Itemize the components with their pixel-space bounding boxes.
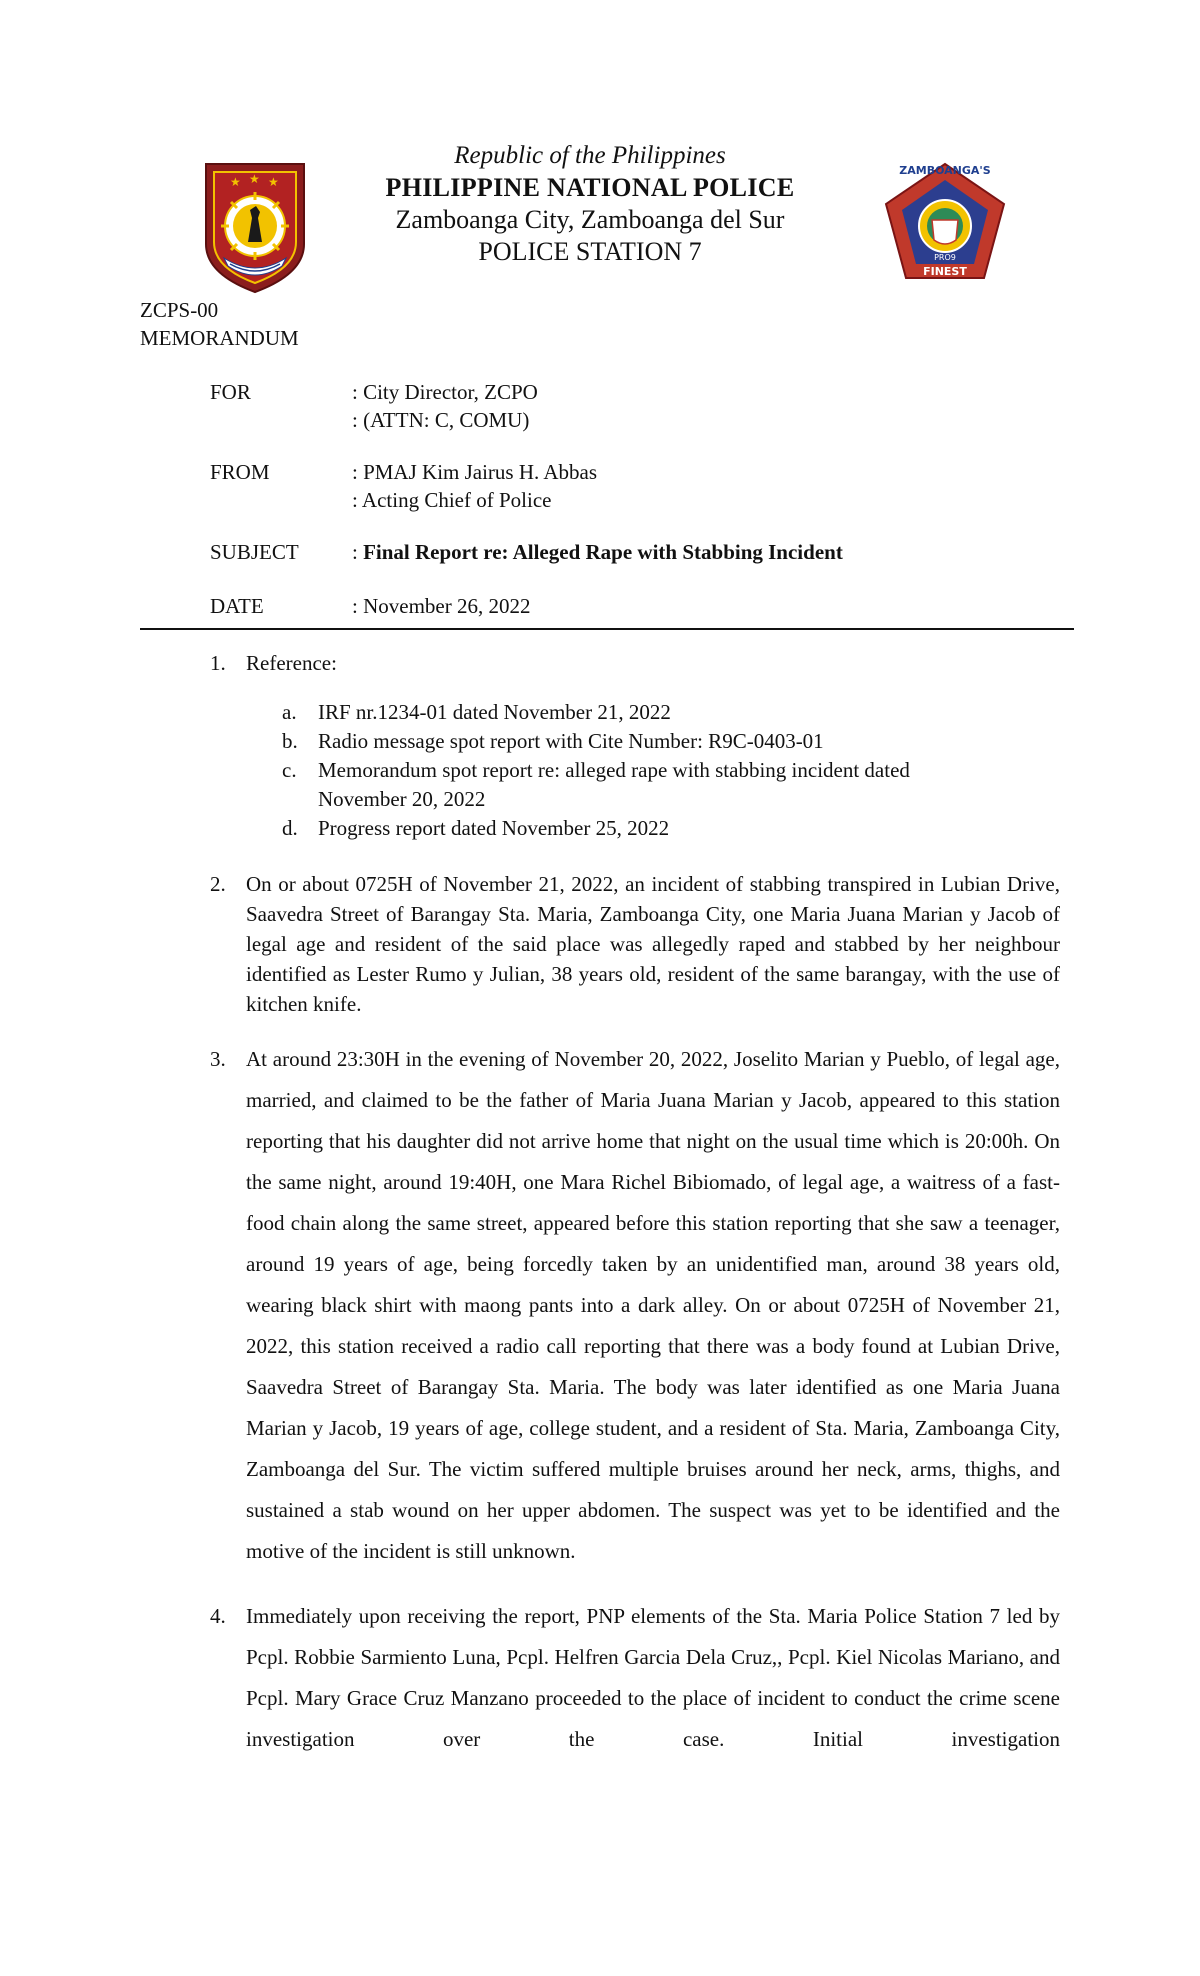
from-row (210, 458, 1070, 514)
date-value: : November 26, 2022 (352, 594, 531, 618)
svg-text:★: ★ (230, 175, 241, 189)
memo-type: MEMORANDUM (140, 326, 299, 350)
paragraph-number: 3. (210, 1047, 226, 1071)
list-item-text: IRF nr.1234-01 dated November 21, 2022 (318, 700, 671, 724)
paragraph-number: 2. (210, 872, 226, 896)
paragraph-number: 4. (210, 1604, 226, 1628)
reference-list (282, 698, 1060, 843)
memo-body (210, 648, 1060, 1760)
organization-name: PHILIPPINE NATIONAL POLICE (385, 173, 795, 202)
zcpo-seal-logo (880, 160, 1010, 290)
from-value-2: : Acting Chief of Police (352, 488, 552, 512)
list-item (282, 756, 1060, 814)
list-item (282, 727, 1060, 756)
date-row (210, 592, 1070, 620)
list-item-letter: a. (282, 700, 297, 724)
for-value-2: : (ATTN: C, COMU) (352, 408, 530, 432)
header-divider (140, 628, 1074, 630)
paragraph-text: On or about 0725H of November 21, 2022, an incident of stabbing transpired in Lubian Drive, Saavedra Street of Barangay Sta. Maria, Zamboanga City, one Maria Juana Marian y Jacob of legal age and resident of the said place was allegedly raped and stabbed by her neighbour identified as Lester Rumo y Julian, 38 years old, resident of the same barangay, with the use of kitchen knife. (246, 872, 1060, 1016)
paragraph-text: At around 23:30H in the evening of November 20, 2022, Joselito Marian y Pueblo, of legal age, married, and claimed to be the father of Maria Juana Marian y Jacob, appeared to this station reporting that his daughter did not arrive home that night on the usual time which is 20:00h. On the same night, around 19:40H, one Mara Richel Bibiomado, of legal age, a waitress of a fast-food chain along the same street, appeared before this station reporting that she saw a teenager, around 19 years of age, being forcedly taken by an unidentified man, around 38 years old, wearing black shirt with maong pants into a dark alley. On or about 0725H of November 21, 2022, this station received a radio call reporting that there was a body found at Lubian Drive, Saavedra Street of Barangay Sta. Maria. The body was later identified as one Maria Juana Marian y Jacob, 19 years of age, college student, and a resident of Sta. Maria, Zamboanga City, Zamboanga del Sur. The victim suffered multiple bruises around her neck, arms, thighs, and sustained a stab wound on her upper abdomen. The suspect was yet to be identified and the motive of the incident is still unknown. (246, 1047, 1060, 1563)
list-item-letter: d. (282, 816, 298, 840)
svg-text:★: ★ (249, 172, 260, 186)
paragraph-1 (210, 648, 1060, 678)
reference-heading: Reference: (246, 651, 337, 675)
country-name: Republic of the Philippines (454, 142, 726, 169)
pnp-seal-logo (200, 156, 310, 296)
list-item (282, 698, 1060, 727)
subject-row (210, 538, 1070, 566)
paragraph-3 (210, 1039, 1060, 1572)
for-value-1: : City Director, ZCPO (352, 380, 538, 404)
for-row (210, 378, 1070, 434)
subject-label: SUBJECT (210, 540, 299, 564)
list-item-letter: c. (282, 758, 297, 782)
letterhead (330, 140, 850, 268)
right-seal-title: ZAMBOANGA'S (899, 164, 991, 177)
subject-value: Final Report re: Alleged Rape with Stabbing Incident (363, 540, 843, 564)
paragraph-4 (210, 1596, 1060, 1760)
pnp-seal-icon (200, 156, 310, 296)
list-item-letter: b. (282, 729, 298, 753)
zcpo-seal-icon (880, 160, 1010, 290)
subject-colon: : (352, 540, 364, 564)
date-label: DATE (210, 594, 264, 618)
from-label: FROM (210, 460, 270, 484)
list-item (282, 814, 1060, 843)
paragraph-2 (210, 869, 1060, 1019)
station-name: POLICE STATION 7 (478, 237, 702, 266)
memo-code-block (140, 296, 299, 352)
memo-ref-code: ZCPS-00 (140, 298, 219, 322)
list-item-text: Memorandum spot report re: alleged rape with stabbing incident dated November 20, 2022 (318, 758, 910, 811)
right-seal-bottom: FINEST (923, 265, 967, 278)
list-item-text: Progress report dated November 25, 2022 (318, 816, 670, 840)
memo-header (210, 378, 1070, 620)
paragraph-text: Immediately upon receiving the report, PNP elements of the Sta. Maria Police Station 7 led by Pcpl. Robbie Sarmiento Luna, Pcpl. Helfren Garcia Dela Cruz,, Pcpl. Kiel Nicolas Mariano, and Pcpl. Mary Grace Cruz Manzano proceeded to the place of incident to conduct the crime scene investigation over the case. Initial investigation (246, 1604, 1060, 1751)
svg-text:★: ★ (268, 175, 279, 189)
paragraph-number: 1. (210, 651, 226, 675)
city-name: Zamboanga City, Zamboanga del Sur (395, 205, 785, 234)
list-item-text: Radio message spot report with Cite Number: R9C-0403-01 (318, 729, 824, 753)
from-value-1: : PMAJ Kim Jairus H. Abbas (352, 460, 598, 484)
right-seal-small: PRO9 (934, 253, 956, 262)
for-label: FOR (210, 380, 251, 404)
